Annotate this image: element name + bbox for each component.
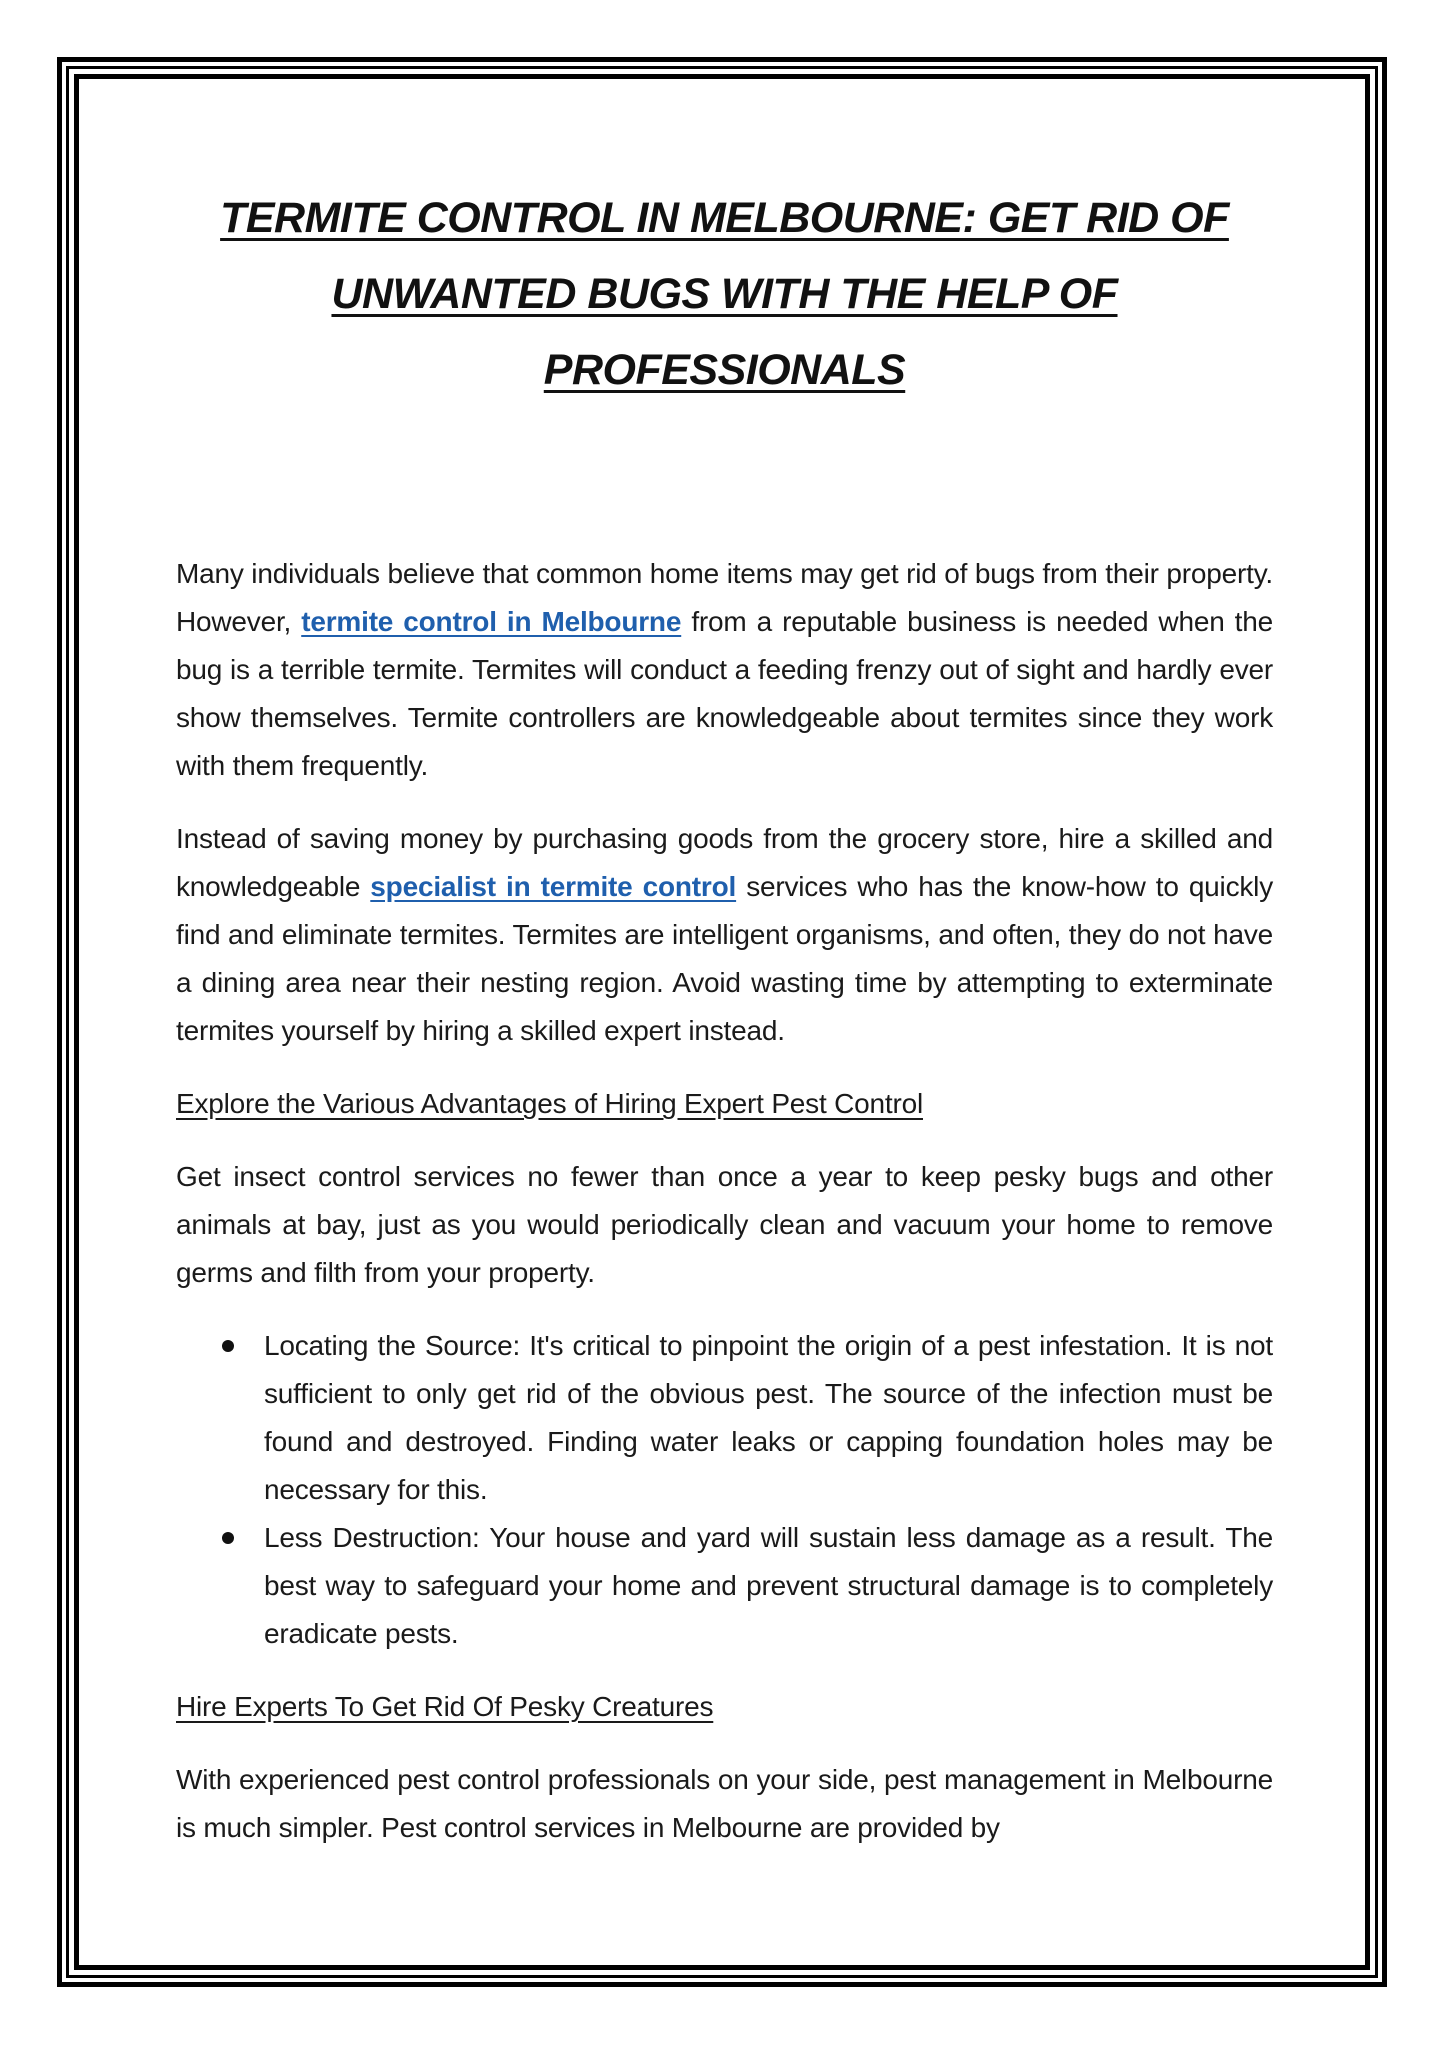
subheading-hire-experts: Hire Experts To Get Rid Of Pesky Creatures bbox=[176, 1691, 714, 1722]
advantages-list bbox=[176, 1322, 1273, 1658]
paragraph-intro-text-before: Many individuals believe that common home items may get rid of bugs from their property. However, bbox=[176, 558, 1273, 637]
bullet-icon bbox=[222, 1340, 234, 1352]
specialist-link[interactable]: specialist in termite control bbox=[370, 871, 737, 902]
subheading-advantages: Explore the Various Advantages of Hiring Expert Pest Control bbox=[176, 1088, 923, 1119]
bullet-icon bbox=[222, 1532, 234, 1544]
list-item-text: Locating the Source: It's critical to pinpoint the origin of a pest infestation. It is not sufficient to only get rid of the obvious pest. The source of the infection must be found and destroyed. Finding water leaks or capping foundation holes may be necessary for this. bbox=[264, 1330, 1273, 1505]
paragraph-intro-text-after: from a reputable business is needed when the bug is a terrible termite. Termites will conduct a feeding frenzy out of sight and hardly ever show themselves. Termite controllers are knowledgeable about termites since they work with them frequently. bbox=[176, 606, 1273, 781]
paragraph-insect-control: Get insect control services no fewer than once a year to keep pesky bugs and other animals at bay, just as you would periodically clean and vacuum your home to remove germs and filth from your property. bbox=[176, 1161, 1273, 1288]
document-title: TERMITE CONTROL IN MELBOURNE: GET RID OF UNWANTED BUGS WITH THE HELP OF PROFESSIONALS bbox=[220, 194, 1229, 394]
list-item bbox=[264, 1322, 1273, 1514]
document-body bbox=[176, 180, 1273, 1877]
list-item-text: Less Destruction: Your house and yard will sustain less damage as a result. The best way to safeguard your home and prevent structural damage is to completely eradicate pests. bbox=[264, 1522, 1273, 1649]
paragraph-specialist-text-after: services who has the know-how to quickly find and eliminate termites. Termites are intelligent organisms, and often, they do not have a dining area near their nesting region. Avoid wasting time by attempting to exterminate termites yourself by hiring a skilled expert instead. bbox=[176, 871, 1273, 1046]
paragraph-intro bbox=[176, 550, 1273, 790]
paragraph-specialist bbox=[176, 815, 1273, 1055]
paragraph-melbourne-services: With experienced pest control professionals on your side, pest management in Melbourne is much simpler. Pest control services in Melbourne are provided by bbox=[176, 1764, 1273, 1843]
list-item bbox=[264, 1514, 1273, 1658]
termite-control-link[interactable]: termite control in Melbourne bbox=[301, 606, 682, 637]
title-spacer bbox=[176, 408, 1273, 550]
paragraph-specialist-text-before: Instead of saving money by purchasing goods from the grocery store, hire a skilled and knowledgeable bbox=[176, 823, 1273, 902]
